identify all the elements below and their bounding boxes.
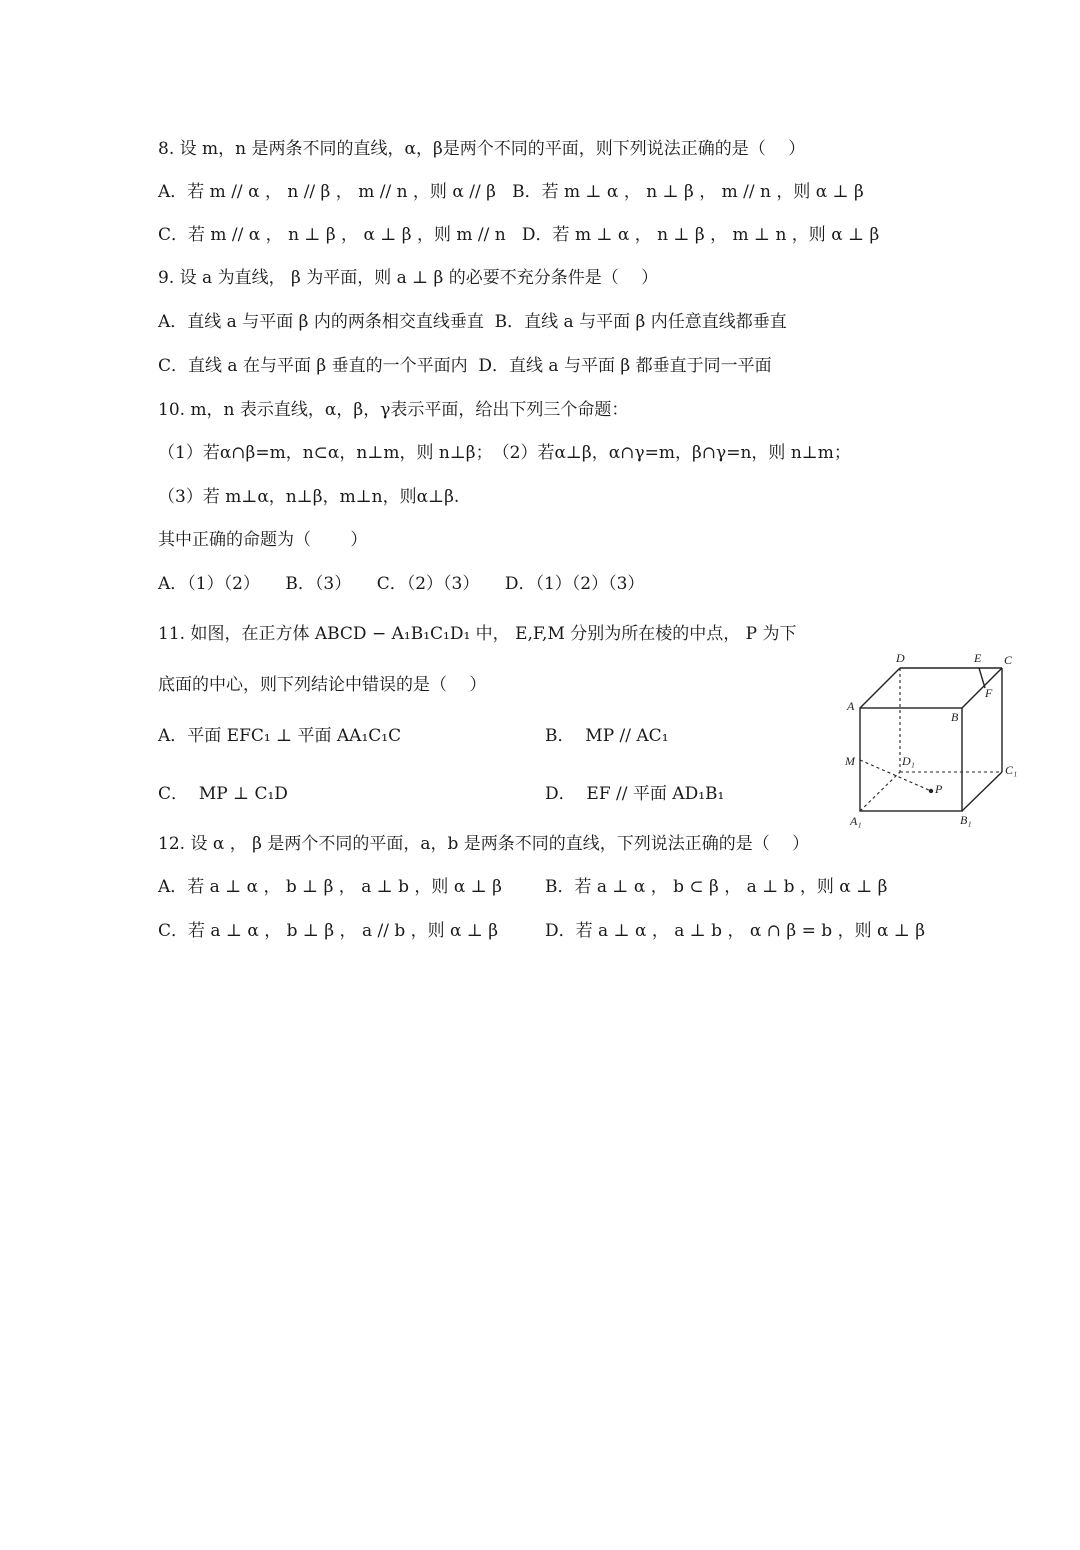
label-A: A	[847, 699, 855, 713]
edge-BC	[962, 668, 1002, 708]
q12-option-c: C．若 a ⊥ α ， b ⊥ β ， a // b ，则 α ⊥ β	[158, 921, 499, 941]
q12-option-a: A．若 a ⊥ α ， b ⊥ β ， a ⊥ b ，则 α ⊥ β	[158, 877, 502, 897]
segment-MP	[860, 760, 931, 791]
q11-stem-line2: 底面的中心，则下列结论中错误的是（ ）	[158, 675, 487, 695]
q10-proposition-3: （3）若 m⊥α，n⊥β，m⊥n，则α⊥β.	[158, 487, 460, 507]
label-A1: A₁	[850, 814, 862, 828]
q9-options-cd: C．直线 a 在与平面 β 垂直的一个平面内 D．直线 a 与平面 β 都垂直于同一平面	[158, 356, 772, 376]
q12-option-b: B．若 a ⊥ α ， b ⊂ β ， a ⊥ b ，则 α ⊥ β	[545, 877, 888, 897]
label-C: C	[1004, 653, 1013, 667]
q9-stem: 9. 设 a 为直线， β 为平面，则 a ⊥ β 的必要不充分条件是（ ）	[158, 268, 659, 288]
label-B: B	[951, 710, 959, 724]
q11-option-b: B． MP // AC₁	[545, 726, 669, 746]
label-F: F	[985, 686, 993, 700]
q11-option-c: C． MP ⊥ C₁D	[158, 784, 288, 804]
edge-A1D1	[860, 772, 900, 811]
q11-option-d: D． EF // 平面 AD₁B₁	[545, 784, 725, 804]
point-P	[929, 789, 933, 793]
edge-B1C1	[962, 772, 1002, 811]
q10-ask: 其中正确的命题为（ ）	[158, 530, 368, 550]
label-B1: B₁	[960, 813, 972, 827]
q11-stem-line1: 11. 如图，在正方体 ABCD − A₁B₁C₁D₁ 中， E,F,M 分别为所在棱的中点， P 为下	[158, 624, 797, 644]
q9-options-ab: A．直线 a 与平面 β 内的两条相交直线垂直 B．直线 a 与平面 β 内任意直线都垂直	[158, 312, 787, 332]
q10-stem: 10. m，n 表示直线，α，β，γ表示平面，给出下列三个命题：	[158, 400, 629, 420]
q12-option-d: D．若 a ⊥ α ， a ⊥ b ， α ∩ β = b ，则 α ⊥ β	[545, 921, 926, 941]
q10-options: A．（1）（2） B．（3） C．（2）（3） D．（1）（2）（3）	[158, 574, 645, 594]
q8-options-ab: A．若 m // α ， n // β ， m // n ，则 α // β B．若 m ⊥ α ， n ⊥ β ， m // n ，则 α ⊥ β	[158, 182, 864, 202]
edge-AD	[860, 668, 900, 708]
label-D1: D₁	[902, 754, 915, 768]
q8-options-cd: C．若 m // α ， n ⊥ β ， α ⊥ β ，则 m // n D．若 m ⊥ α ， n ⊥ β ， m ⊥ n ，则 α ⊥ β	[158, 225, 880, 245]
q11-option-a: A．平面 EFC₁ ⊥ 平面 AA₁C₁C	[158, 726, 402, 746]
q12-stem: 12. 设 α ， β 是两个不同的平面，a，b 是两条不同的直线，下列说法正确的是（ ）	[158, 834, 810, 854]
q10-propositions-1-2: （1）若α∩β=m，n⊂α，n⊥m，则 n⊥β； （2）若α⊥β，α∩γ=m，β∩γ=n，则 n⊥m；	[158, 443, 851, 463]
label-C1: C₁	[1005, 763, 1018, 777]
cube-diagram	[838, 650, 1028, 835]
label-M: M	[845, 754, 855, 768]
label-P: P	[935, 782, 943, 796]
segment-EF	[979, 668, 985, 688]
label-D: D	[896, 651, 905, 665]
label-E: E	[974, 651, 982, 665]
q8-stem: 8. 设 m，n 是两条不同的直线，α，β是两个不同的平面，则下列说法正确的是（ ）	[158, 139, 806, 159]
